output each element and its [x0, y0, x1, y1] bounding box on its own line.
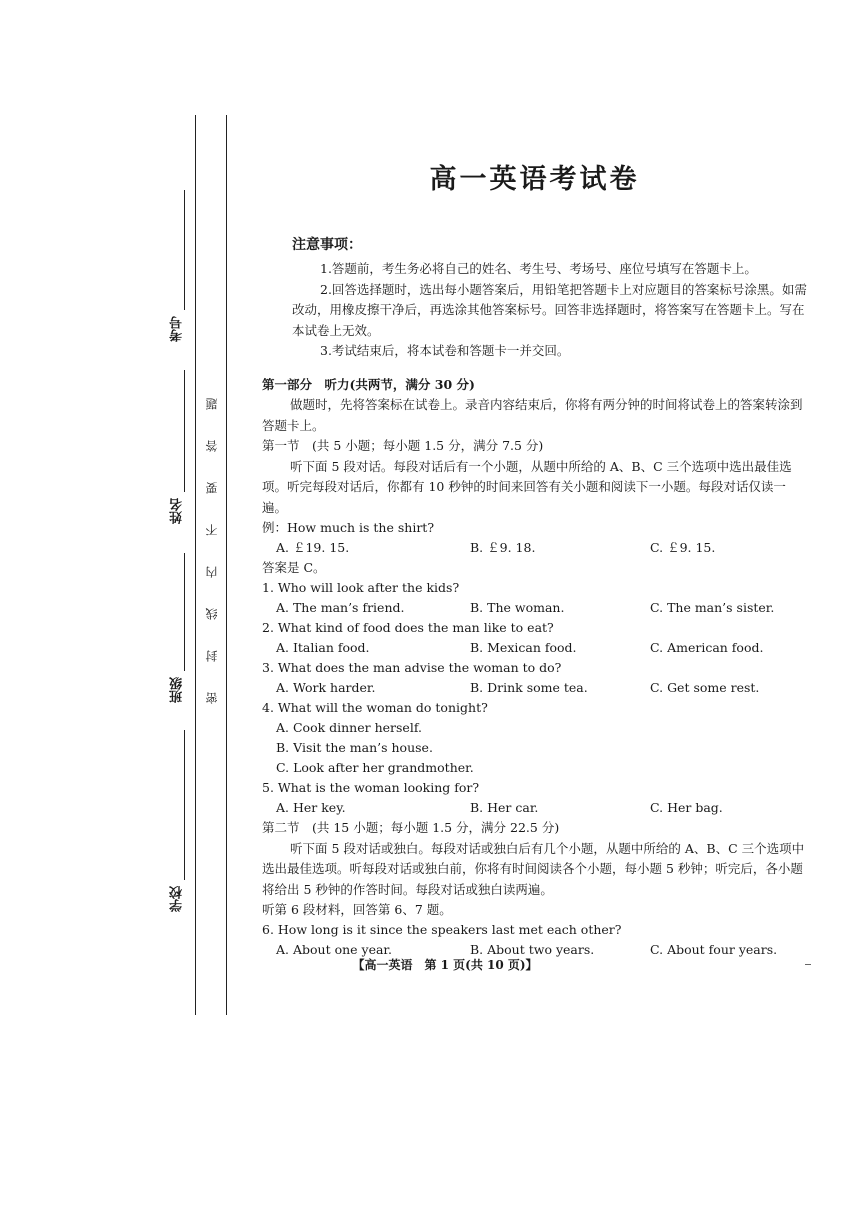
seal-char: 不 [205, 524, 219, 536]
question-3: 3. What does the man advise the woman to do? [262, 660, 562, 675]
binding-line-outer [195, 115, 196, 1015]
section2-instructions: 听下面 5 段对话或独白。每段对话或独白后有几个小题，从题中所给的 A、B、C 三个选项中选出最佳选项。听每段对话或独白前，你将有时间阅读各个小题，每小题 5 秒钟；听完后，各小题将给出 5 秒钟的作答时间。每段对话或独白读两遍。 [262, 840, 805, 897]
question-5: 5. What is the woman looking for? [262, 780, 480, 795]
seal-char: 线 [205, 608, 219, 620]
seal-char: 内 [205, 566, 219, 578]
option: A. Her key. [276, 800, 346, 815]
section1-instructions: 听下面 5 段对话。每段对话后有一个小题，从题中所给的 A、B、C 三个选项中选出最佳选项。听完每段对话后，你都有 10 秒钟的时间来回答有关小题和阅读下一小题。每段对话仅读一遍。 [262, 458, 792, 515]
question-1: 1. Who will look after the kids? [262, 580, 460, 595]
question-5-options [262, 798, 807, 818]
notice-item: 3.考试结束后，将本试卷和答题卡一并交回。 [320, 343, 570, 358]
option: B. The woman. [470, 600, 565, 615]
section1-heading: 第一节 (共 5 小题；每小题 1.5 分，满分 7.5 分) [262, 438, 544, 453]
material-note: 听第 6 段材料，回答第 6、7 题。 [262, 902, 452, 917]
option: C. Look after her grandmother. [276, 760, 474, 775]
notice-heading: 注意事项： [292, 237, 362, 253]
option: C. About four years. [650, 942, 778, 957]
notice-item: 2.回答选择题时，选出每小题答案后，用铅笔把答题卡上对应题目的答案标号涂黑。如需改动，用橡皮擦干净后，再选涂其他答案标号。回答非选择题时，将答案写在答题卡上。写在本试卷上无效。 [292, 281, 807, 338]
question-1-options [262, 598, 807, 618]
exam-content [262, 160, 807, 960]
seal-char: 要 [205, 482, 219, 494]
option: B. About two years. [470, 942, 595, 957]
part1-intro: 做题时，先将答案标在试卷上。录音内容结束后，你将有两分钟的时间将试卷上的答案转涂到答题卡上。 [262, 397, 803, 433]
option: A. Cook dinner herself. [276, 720, 422, 735]
option: C. ￡9. 15. [650, 540, 716, 555]
question-2: 2. What kind of food does the man like to eat? [262, 620, 554, 635]
page-footer: 【高一英语 第 1 页(共 10 页)】 [352, 958, 538, 972]
seal-char: 密 [205, 692, 219, 704]
example-answer: 答案是 C。 [262, 560, 326, 575]
seal-char: 封 [205, 650, 219, 662]
option: A. The man’s friend. [276, 600, 405, 615]
option: C. The man’s sister. [650, 600, 775, 615]
section2-heading: 第二节 (共 15 小题；每小题 1.5 分，满分 22.5 分) [262, 820, 560, 835]
option: A. About one year. [276, 942, 393, 957]
part1-heading: 第一部分 听力(共两节，满分 30 分) [262, 376, 475, 392]
option: B. Visit the man’s house. [276, 740, 433, 755]
seal-char: 题 [205, 398, 219, 410]
option: B. Mexican food. [470, 640, 577, 655]
seal-char: 答 [205, 440, 219, 452]
option: A. Italian food. [276, 640, 370, 655]
question-4: 4. What will the woman do tonight? [262, 700, 488, 715]
option: A. ￡19. 15. [276, 540, 350, 555]
option: B. Her car. [470, 800, 539, 815]
question-3-options [262, 678, 807, 698]
option: A. Work harder. [276, 680, 376, 695]
option: B. ￡9. 18. [470, 540, 536, 555]
notice-item: 1.答题前，考生务必将自己的姓名、考生号、考场号、座位号填写在答题卡上。 [320, 261, 757, 276]
scan-mark [805, 964, 811, 965]
option: C. American food. [650, 640, 764, 655]
field-class: 班级 [168, 553, 188, 713]
field-school: 学校 [168, 730, 188, 920]
example-question: 例：How much is the shirt? [262, 520, 435, 535]
page-title: 高一英语考试卷 [429, 164, 640, 195]
example-options [262, 538, 807, 558]
question-2-options [262, 638, 807, 658]
option: C. Get some rest. [650, 680, 760, 695]
question-6: 6. How long is it since the speakers last met each other? [262, 922, 622, 937]
binding-line-inner [226, 115, 227, 1015]
field-exam-number: 考号 [168, 190, 188, 350]
field-name: 姓名 [168, 370, 188, 540]
option: C. Her bag. [650, 800, 723, 815]
option: B. Drink some tea. [470, 680, 588, 695]
